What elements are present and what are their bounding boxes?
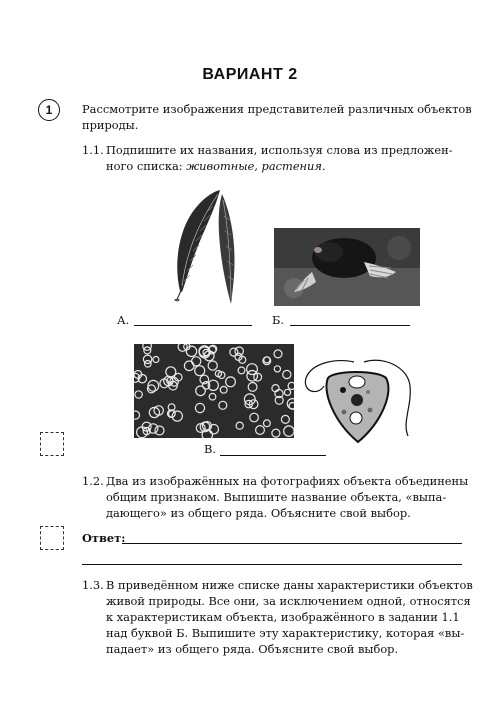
label-a: А. [117,313,130,327]
question-1-3-line: к характеристикам объекта, изображённого в задании 1.1 [106,610,460,624]
task-intro-line: природы. [82,118,139,132]
question-1-1-period: . [321,159,326,173]
question-1-3-line: В приведённом ниже списке даны характеристики объектов [106,578,473,592]
task-intro-line: Рассмотрите изображения представителей различных объектов [82,102,472,116]
page-title: ВАРИАНТ 2 [202,66,298,83]
task-intro [82,101,472,133]
cells-microscopy-image [134,344,294,438]
question-1-1-number: 1.1. [82,143,104,157]
task-number-badge: 1 [38,99,60,121]
question-1-2-line: общим признаком. Выпишите название объекта, «выпа- [106,490,447,504]
question-1-1-text: ного списка: [106,159,187,173]
label-c: В. [204,442,216,456]
question-1-2-text [106,473,468,521]
question-1-2-number: 1.2. [82,474,104,488]
seaweed-image [160,186,250,308]
word-list: животные, растения [186,159,322,173]
score-box[interactable] [40,432,64,456]
answer-line-b[interactable] [290,325,410,326]
answer-line-c[interactable] [220,455,326,456]
euglena-image [298,352,418,448]
question-1-3-line: падает» из общего ряда. Объясните свой выбор. [106,642,399,656]
question-1-1-line: Подпишите их названия, используя слова из предложен- [106,143,453,157]
label-b: Б. [272,313,284,327]
question-1-3-text [106,577,473,657]
answer-line-2[interactable] [82,564,462,565]
answer-line[interactable] [122,543,462,544]
score-box[interactable] [40,526,64,550]
answer-label: Ответ: [82,531,126,545]
question-1-2-line: дающего» из общего ряда. Объясните свой выбор. [106,506,411,520]
answer-line-a[interactable] [134,325,252,326]
question-1-3-line: живой природы. Все они, за исключением одной, относятся [106,594,471,608]
question-1-3-line: над буквой Б. Выпишите эту характеристику, которая «вы- [106,626,465,640]
question-1-1-line [106,158,326,174]
mole-image [274,228,420,306]
question-1-3-number: 1.3. [82,578,104,592]
question-1-2-line: Два из изображённых на фотографиях объекта объединены [106,474,469,488]
